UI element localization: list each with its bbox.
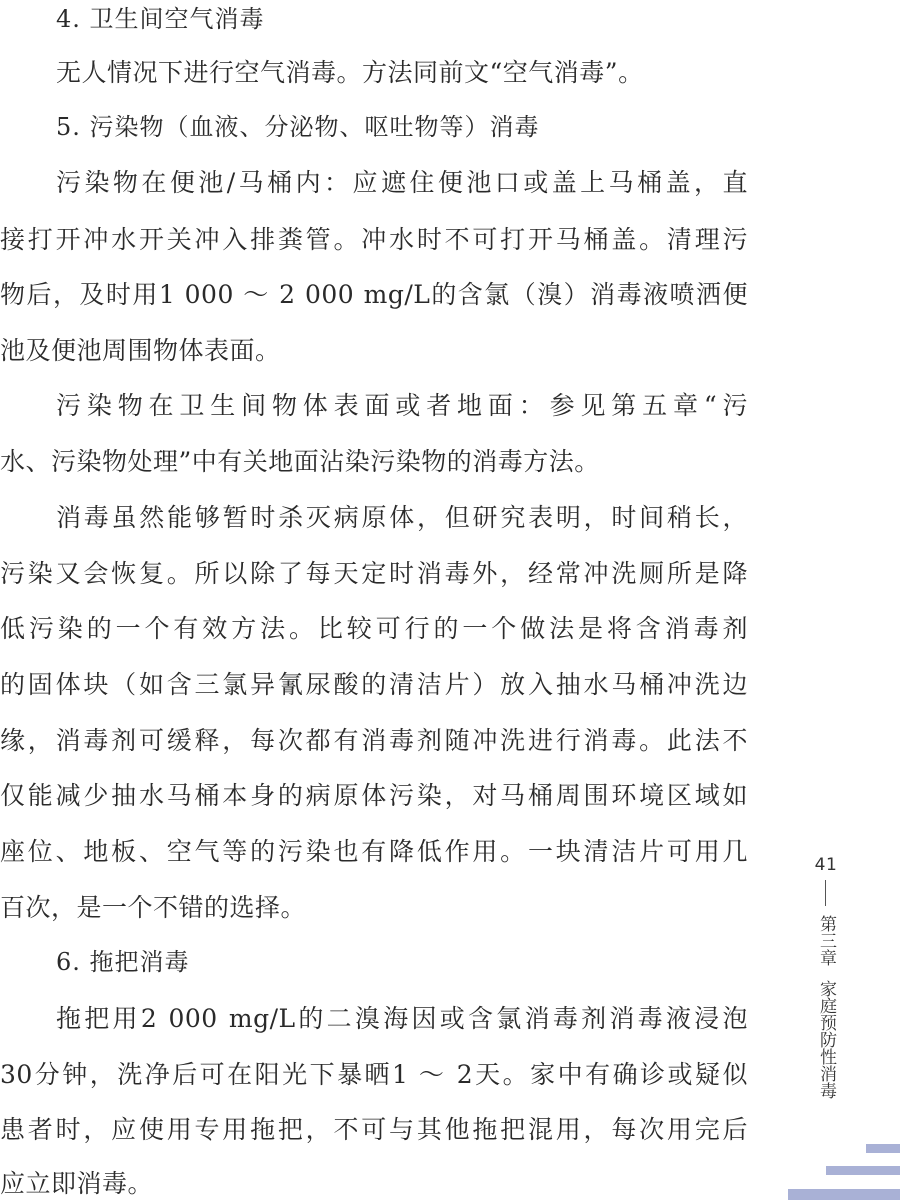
book-title: 家庭预防性消毒 bbox=[816, 980, 836, 1099]
paragraph-line: 的固体块（如含三氯异氰尿酸的清洁片）放入抽水马桶冲洗边 bbox=[0, 670, 748, 699]
page-number: 41 bbox=[814, 855, 838, 875]
paragraph-line: 座位、地板、空气等的污染也有降低作用。一块清洁片可用几 bbox=[0, 837, 748, 866]
paragraph-line: 物后，及时用1 000 ～ 2 000 mg/L的含氯（溴）消毒液喷洒便 bbox=[0, 280, 748, 309]
paragraph-line: 池及便池周围物体表面。 bbox=[0, 336, 281, 365]
paragraph-line: 应立即消毒。 bbox=[0, 1169, 154, 1198]
paragraph-line: 拖把用2 000 mg/L的二溴海因或含氯消毒剂消毒液浸泡 bbox=[56, 1004, 748, 1033]
section-heading: 6. 拖把消毒 bbox=[56, 948, 190, 976]
decorative-bar bbox=[866, 1144, 900, 1153]
paragraph-line: 缘，消毒剂可缓释，每次都有消毒剂随冲洗进行消毒。此法不 bbox=[0, 726, 748, 755]
paragraph-line: 污染又会恢复。所以除了每天定时消毒外，经常冲洗厕所是降 bbox=[0, 559, 748, 588]
section-heading: 5. 污染物（血液、分泌物、呕吐物等）消毒 bbox=[56, 113, 540, 141]
paragraph-line: 低污染的一个有效方法。比较可行的一个做法是将含消毒剂 bbox=[0, 614, 748, 643]
chapter-label bbox=[814, 915, 836, 1099]
chapter-number: 第三章 bbox=[816, 915, 836, 966]
decorative-bar bbox=[826, 1166, 900, 1175]
paragraph-line: 30分钟，洗净后可在阳光下暴晒1 ～ 2天。家中有确诊或疑似 bbox=[0, 1060, 748, 1089]
paragraph-line: 患者时，应使用专用拖把，不可与其他拖把混用，每次用完后 bbox=[0, 1115, 748, 1144]
side-divider bbox=[825, 880, 826, 906]
paragraph-line: 水、污染物处理”中有关地面沾染污染物的消毒方法。 bbox=[0, 447, 600, 476]
paragraph-line: 接打开冲水开关冲入排粪管。冲水时不可打开马桶盖。清理污 bbox=[0, 225, 748, 254]
paragraph-line: 百次，是一个不错的选择。 bbox=[0, 893, 307, 922]
section-heading: 4. 卫生间空气消毒 bbox=[56, 5, 265, 33]
paragraph-line: 仅能减少抽水马桶本身的病原体污染，对马桶周围环境区域如 bbox=[0, 781, 748, 810]
decorative-bar bbox=[788, 1189, 900, 1200]
paragraph-line: 无人情况下进行空气消毒。方法同前文“空气消毒”。 bbox=[56, 58, 644, 87]
paragraph-line: 污染物在卫生间物体表面或者地面：参见第五章“污 bbox=[56, 391, 748, 420]
paragraph-line: 消毒虽然能够暂时杀灭病原体，但研究表明，时间稍长， bbox=[56, 503, 748, 532]
paragraph-line: 污染物在便池/马桶内：应遮住便池口或盖上马桶盖，直 bbox=[56, 168, 748, 197]
